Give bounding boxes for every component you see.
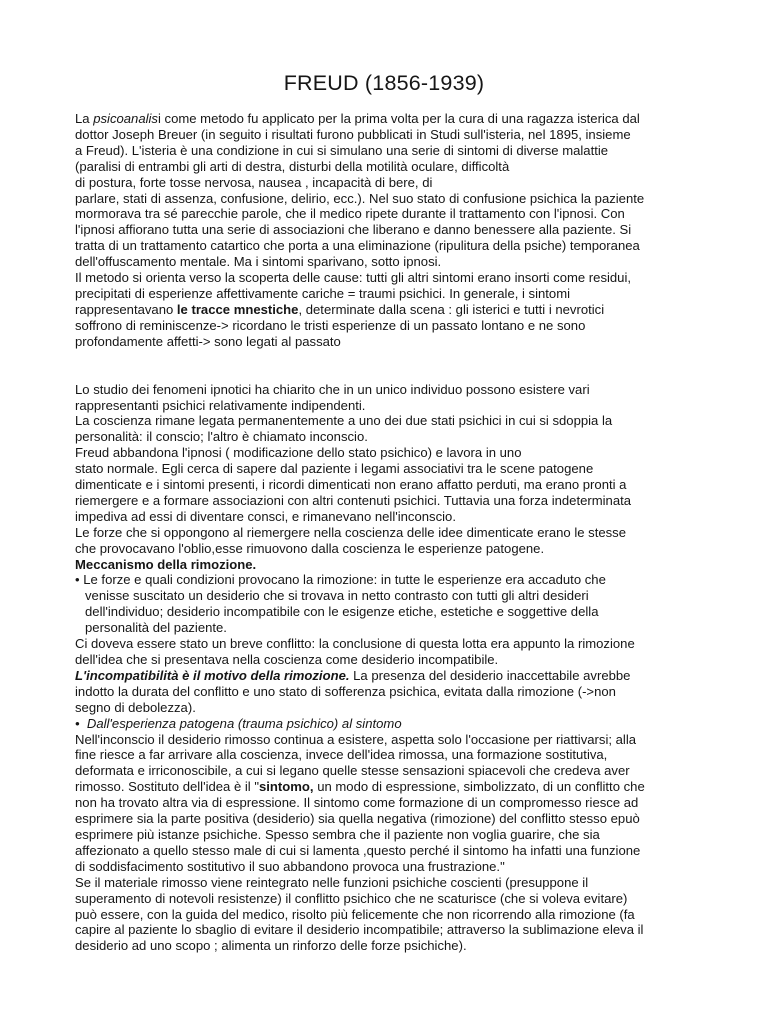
text-line: La coscienza rimane legata permanentemente a uno dei due stati psichici in cui si sdoppia la	[75, 413, 613, 429]
text-line: (paralisi di entrambi gli arti di destra, disturbi della motilità oculare, difficoltà	[75, 158, 510, 174]
text-run: La	[75, 111, 94, 126]
document-body	[75, 111, 705, 954]
text-run: La presenza del desiderio inaccettabile avrebbe	[349, 667, 631, 683]
bullet-line	[75, 572, 705, 588]
bold-term: sintomo,	[259, 779, 314, 795]
text-run: i come metodo fu applicato per la prima volta per la cura di una ragazza isterica dal	[157, 111, 640, 126]
text-line: dell'offuscamento mentale. Ma i sintomi sparivano, sotto ipnosi.	[75, 254, 442, 270]
text-line: Ci doveva essere stato un breve conflitto: la conclusione di questa lotta era appunto la rimozione	[75, 636, 635, 652]
text-line: impediva ad essi di diventare consci, e rimanevano nell'inconscio.	[75, 508, 456, 524]
text-line: superamento di notevoli resistenze) il conflitto psichico che ne scaturisce (che si voleva evitare)	[75, 890, 628, 906]
text-line: segno di debolezza).	[75, 699, 196, 715]
bullet-continuation	[75, 604, 705, 620]
page-title: FREUD (1856-1939)	[283, 71, 485, 95]
bullet-icon: •	[75, 715, 80, 731]
text-line	[75, 302, 705, 318]
bullet-icon: •	[75, 572, 80, 588]
text-line: parlare, stati di assenza, confusione, delirio, ecc.). Nel suo stato di confusione psichica la paziente	[75, 190, 645, 206]
text-run: rappresentavano	[75, 301, 177, 317]
text-run: rimosso. Sostituto dell'idea è il "	[75, 779, 259, 795]
text-line: non ha trovato altra via di espressione. Il sintomo come formazione di un compromesso riesce ad	[75, 795, 639, 811]
text-line: esprimere sia la parte positiva (desiderio) sia quella negativa (rimozione) del conflitto stesso epuò	[75, 811, 640, 827]
text-line: affezionato a quello stesso male di cui si lamenta ,questo perché il sintomo ha infatti una funzione	[75, 842, 641, 858]
bold-italic-term: L'incompatibilità è il motivo della rimozione.	[75, 667, 350, 683]
text-run: Le forze e quali condizioni provocano la rimozione: in tutte le esperienze era accaduto che	[83, 572, 606, 588]
section-heading-italic	[75, 716, 705, 732]
text-line: esprimere più istanze psichiche. Spesso sembra che il paziente non voglia guarire, che sia	[75, 826, 600, 842]
text-line: Se il materiale rimosso viene reintegrato nelle funzioni psichiche coscienti (presuppone il	[75, 874, 589, 890]
text-line: mormorava tra sé parecchie parole, che il medico ripete durante il trattamento con l'ipnosi. Con	[75, 206, 625, 222]
text-run: venisse suscitato un desiderio che si trovava in netto contrasto con tutti gli altri desideri	[85, 588, 589, 604]
text-line	[75, 668, 705, 684]
text-line: Freud abbandona l'ipnosi ( modificazione dello stato psichico) e lavora in uno	[75, 445, 522, 461]
text-line: deformata e irriconoscibile, a cui si legano quelle stesse sensazioni spiacevoli che credeva aver	[75, 763, 630, 779]
text-line: personalità: il conscio; l'altro è chiamato inconscio.	[75, 429, 368, 445]
text-line: può essere, con la guida del medico, risolto più felicemente che non ricorrendo alla rimozione (fa	[75, 906, 635, 922]
paragraph-gap	[75, 350, 705, 382]
text-line: dell'idea che si presentava nella coscienza come desiderio incompatibile.	[75, 652, 499, 667]
bullet-continuation	[75, 620, 705, 636]
text-line: a Freud). L'isteria è una condizione in cui si simulano una serie di sintomi di diverse malattie	[75, 142, 609, 158]
text-run: , determinate dalla scena : gli isterici e tutti i nevrotici	[298, 301, 605, 317]
text-line	[75, 779, 705, 795]
text-line: stato normale. Egli cerca di sapere dal paziente i legami associativi tra le scene patogene	[75, 461, 594, 477]
italic-term: psicoanalis	[93, 111, 158, 126]
text-line: di postura, forte tosse nervosa, nausea , incapacità di bere, di	[75, 174, 433, 190]
text-run: personalità del paziente.	[85, 620, 227, 636]
text-run: un modo di espressione, simbolizzato, di un conflitto che	[313, 779, 645, 795]
text-run: dell'individuo; desiderio incompatibile con le esigenze etiche, estetiche e soggettive della	[85, 604, 599, 620]
text-line: desiderio ad uno scopo ; alimenta un rinforzo delle forze psichiche).	[75, 938, 467, 954]
text-line: dottor Joseph Breuer (in seguito i risultati furono pubblicati in Studi sull'isteria, nel 1895, insieme	[75, 126, 631, 142]
text-line: profondamente affetti-> sono legati al passato	[75, 333, 341, 349]
text-line: capire al paziente lo sbaglio di evitare il desiderio incompatibile; attraverso la sublimazione eleva il	[75, 922, 644, 938]
text-line: Lo studio dei fenomeni ipnotici ha chiarito che in un unico individuo possono esistere vari	[75, 381, 590, 397]
text-line: fine riesce a far arrivare alla coscienza, invece dell'idea rimossa, una formazione sostitutiva,	[75, 747, 608, 763]
text-run: Dall'esperienza patogena (trauma psichico) al sintomo	[86, 715, 402, 731]
text-line: Le forze che si oppongono al riemergere nella coscienza delle idee dimenticate erano le stesse	[75, 524, 626, 540]
text-line: soffrono di reminiscenze-> ricordano le tristi esperienze di un passato lontano e ne sono	[75, 317, 586, 333]
text-line: Il metodo si orienta verso la scoperta delle cause: tutti gli altri sintomi erano insorti come residui,	[75, 270, 632, 286]
text-line: l'ipnosi affiorano tutta una serie di associazioni che liberano e danno benessere alla paziente. Si	[75, 222, 632, 238]
section-heading: Meccanismo della rimozione.	[75, 556, 257, 572]
bold-term: le tracce mnestiche	[176, 301, 299, 317]
text-line: indotto la durata del conflitto e uno stato di sofferenza psichica, evitata dalla rimozione (->non	[75, 683, 616, 699]
text-line: che provocavano l'oblio,esse rimuovono dalla coscienza le esperienze patogene.	[75, 540, 545, 556]
text-line: riemergere e a formare associazioni con altri contenuti psichici. Tuttavia una forza indeterminata	[75, 492, 632, 508]
text-line: tratta di un trattamento catartico che porta a una eliminazione (ripulitura della psiche) temporanea	[75, 238, 640, 254]
text-line: di soddisfacimento sostitutivo il suo abbandono provoca una frustrazione."	[75, 858, 505, 874]
text-line: Nell'inconscio il desiderio rimosso continua a esistere, aspetta solo l'occasione per riattivarsi; alla	[75, 731, 637, 747]
text-line: precipitati di esperienze affettivamente cariche = traumi psichici. In generale, i sintomi	[75, 285, 571, 301]
text-line	[75, 111, 705, 127]
text-line: rappresentanti psichici relativamente indipendenti.	[75, 397, 366, 413]
text-line: dimenticate e i sintomi presenti, i ricordi dimenticati non erano affatto perduti, ma erano pronti a	[75, 477, 627, 493]
bullet-continuation	[75, 588, 705, 604]
